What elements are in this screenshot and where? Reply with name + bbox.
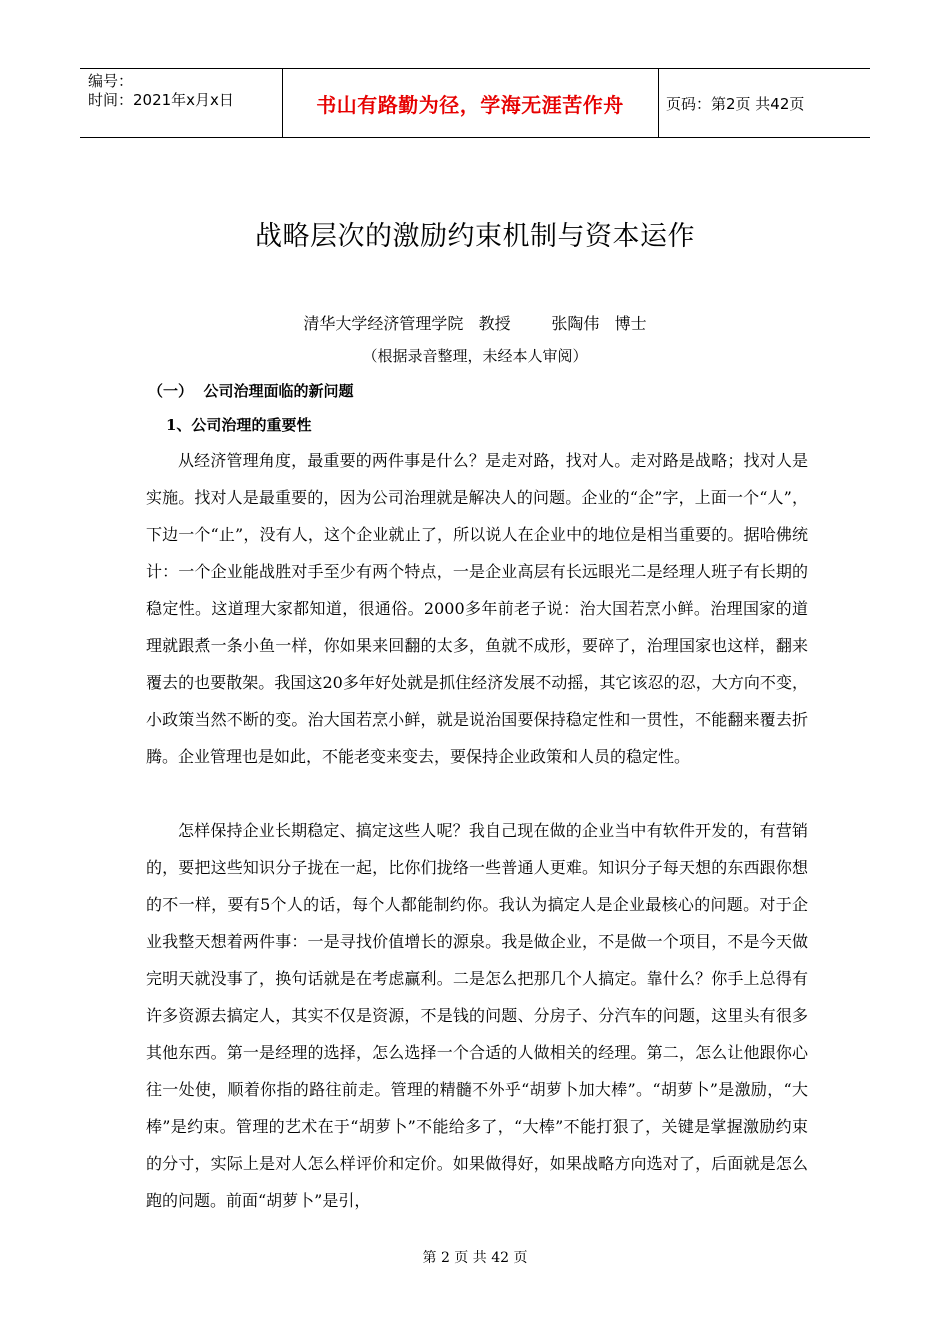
body-paragraph: 从经济管理角度，最重要的两件事是什么？是走对路，找对人。走对路是战略；找对人是实施。找对人是最重要的，因为公司治理就是解决人的问题。企业的“企”字，上面一个“人”，下边一个“止”，没有人，这个企业就止了，所以说人在企业中的地位是相当重要的。据哈佛统计：一个企业能战胜对手至少有两个特点，一是企业高层有长远眼光二是经理人班子有长期的稳定性。这道理大家都知道，很通俗。2000多年前老子说：治大国若烹小鲜。治理国家的道理就跟煮一条小鱼一样，你如果来回翻的太多，鱼就不成形，要碎了，治理国家也这样，翻来覆去的也要散架。我国这20多年好处就是抓住经济发展不动摇，其它该忍的忍，大方向不变，小政策当然不断的变。治大国若烹小鲜，就是说治国要保持稳定性和一贯性，不能翻来覆去折腾。企业管理也是如此，不能老变来变去，要保持企业政策和人员的稳定性。: [146, 451, 808, 766]
author-byline: 清华大学经济管理学院 教授 张陶伟 博士: [303, 314, 647, 333]
document-number-label: 编号：: [88, 72, 134, 90]
subsection-heading: 1、公司治理的重要性: [166, 416, 312, 434]
page-header: [80, 68, 870, 138]
header-page-code: 页码：第2页 共42页: [666, 94, 805, 113]
body-paragraph: 怎样保持企业长期稳定、搞定这些人呢？我自己现在做的企业当中有软件开发的，有营销的，要把这些知识分子拢在一起，比你们拢络一些普通人更难。知识分子每天想的东西跟你想的不一样，要有5个人的话，每个人都能制约你。我认为搞定人是企业最核心的问题。对于企业我整天想着两件事：一是寻找价值增长的源泉。我是做企业，不是做一个项目，不是今天做完明天就没事了，换句话就是在考虑赢利。二是怎么把那几个人搞定。靠什么？你手上总得有许多资源去搞定人，其实不仅是资源，不是钱的问题、分房子、分汽车的问题，这里头有很多其他东西。第一是经理的选择，怎么选择一个合适的人做相关的经理。第二，怎么让他跟你心往一处使，顺着你指的路往前走。管理的精髓不外乎“胡萝卜加大棒”。“胡萝卜”是激励，“大棒”是约束。管理的艺术在于“胡萝卜”不能给多了，“大棒”不能打狠了，关键是掌握激励约束的分寸，实际上是对人怎么样评价和定价。如果做得好，如果战略方向选对了，后面就是怎么跑的问题。前面“胡萝卜”是引，: [146, 821, 808, 1210]
document-date: 时间：2021年x月x日: [88, 91, 234, 109]
header-motto: 书山有路勤为径，学海无涯苦作舟: [316, 92, 624, 117]
page-footer: 第 2 页 共 42 页: [422, 1250, 528, 1266]
section-heading: （一） 公司治理面临的新问题: [148, 382, 354, 400]
header-divider: [658, 69, 659, 137]
transcription-note: （根据录音整理，未经本人审阅）: [362, 347, 588, 365]
document-title: 战略层次的激励约束机制与资本运作: [255, 221, 695, 252]
header-meta: [88, 72, 234, 110]
